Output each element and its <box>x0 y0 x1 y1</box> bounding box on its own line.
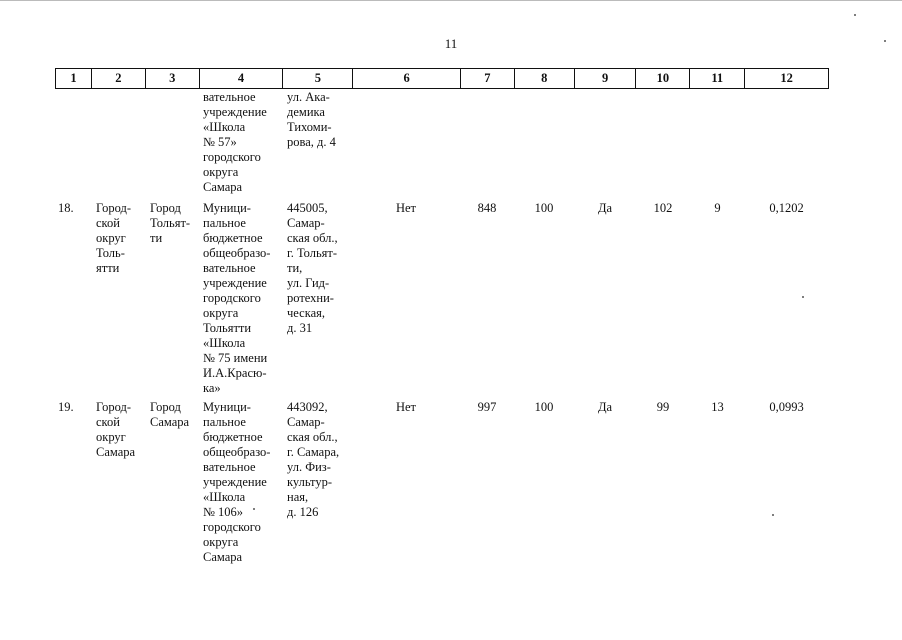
column-header-11: 11 <box>690 69 745 88</box>
column-header-12: 12 <box>780 71 793 85</box>
cell-col12: 0,1202 <box>769 201 804 215</box>
cell-col9: Да <box>597 400 613 414</box>
scan-speck <box>253 508 255 510</box>
cell-name: Муници- пальное бюджетное общеобразо- вательное учреждение «Школа № 106» городского округа Самара <box>203 400 271 564</box>
cell-district: Город- ской округ Толь- ятти <box>96 201 132 275</box>
column-header-2: 2 <box>92 69 146 88</box>
cell-col11: 13 <box>711 400 724 414</box>
cell-address: ул. Ака- демика Тихоми- рова, д. 4 <box>287 90 336 149</box>
cell-col7: 848 <box>477 201 497 215</box>
scan-speck <box>772 514 774 516</box>
column-header-5: 5 <box>283 69 353 88</box>
cell-district: Город- ской округ Самара <box>96 400 136 459</box>
cell-name: вательное учреждение «Школа № 57» городского округа Самара <box>203 90 267 194</box>
column-header-1: 1 <box>56 69 92 88</box>
cell-address: 443092, Самар- ская обл., г. Самара, ул. Физ- культур- ная, д. 126 <box>287 400 340 519</box>
cell-col9: Да <box>597 201 613 215</box>
table-header <box>55 68 829 89</box>
cell-col10: 102 <box>653 201 673 215</box>
page-number: 11 <box>444 36 458 51</box>
cell-col12: 0,0993 <box>769 400 804 414</box>
top-rule <box>0 0 902 1</box>
cell-number: 19. <box>58 400 74 414</box>
cell-col8: 100 <box>534 201 554 215</box>
cell-name: Муници- пальное бюджетное общеобразо- вательное учреждение городского округа Тольятти «Школа № 75 имени И.А.Красю- ка» <box>203 201 271 395</box>
scan-speck <box>854 14 856 16</box>
column-header-7: 7 <box>461 69 515 88</box>
cell-col8: 100 <box>534 400 554 414</box>
column-header-8: 8 <box>515 69 575 88</box>
cell-address: 445005, Самар- ская обл., г. Тольят- ти, ул. Гид- ротехни- ческая, д. 31 <box>287 201 338 335</box>
cell-col6: Нет <box>395 201 417 215</box>
cell-col6: Нет <box>395 400 417 414</box>
scan-speck <box>884 40 886 42</box>
column-header-3: 3 <box>146 69 200 88</box>
cell-city: Город Тольят- ти <box>150 201 191 245</box>
scan-speck <box>802 296 804 298</box>
cell-col10: 99 <box>656 400 670 414</box>
column-header-4: 4 <box>200 69 284 88</box>
cell-col7: 997 <box>477 400 497 414</box>
cell-number: 18. <box>58 201 74 215</box>
column-header-10: 10 <box>636 69 690 88</box>
column-header-6: 6 <box>353 69 461 88</box>
cell-city: Город Самара <box>150 400 190 429</box>
column-header-9: 9 <box>575 69 637 88</box>
cell-col11: 9 <box>714 201 721 215</box>
